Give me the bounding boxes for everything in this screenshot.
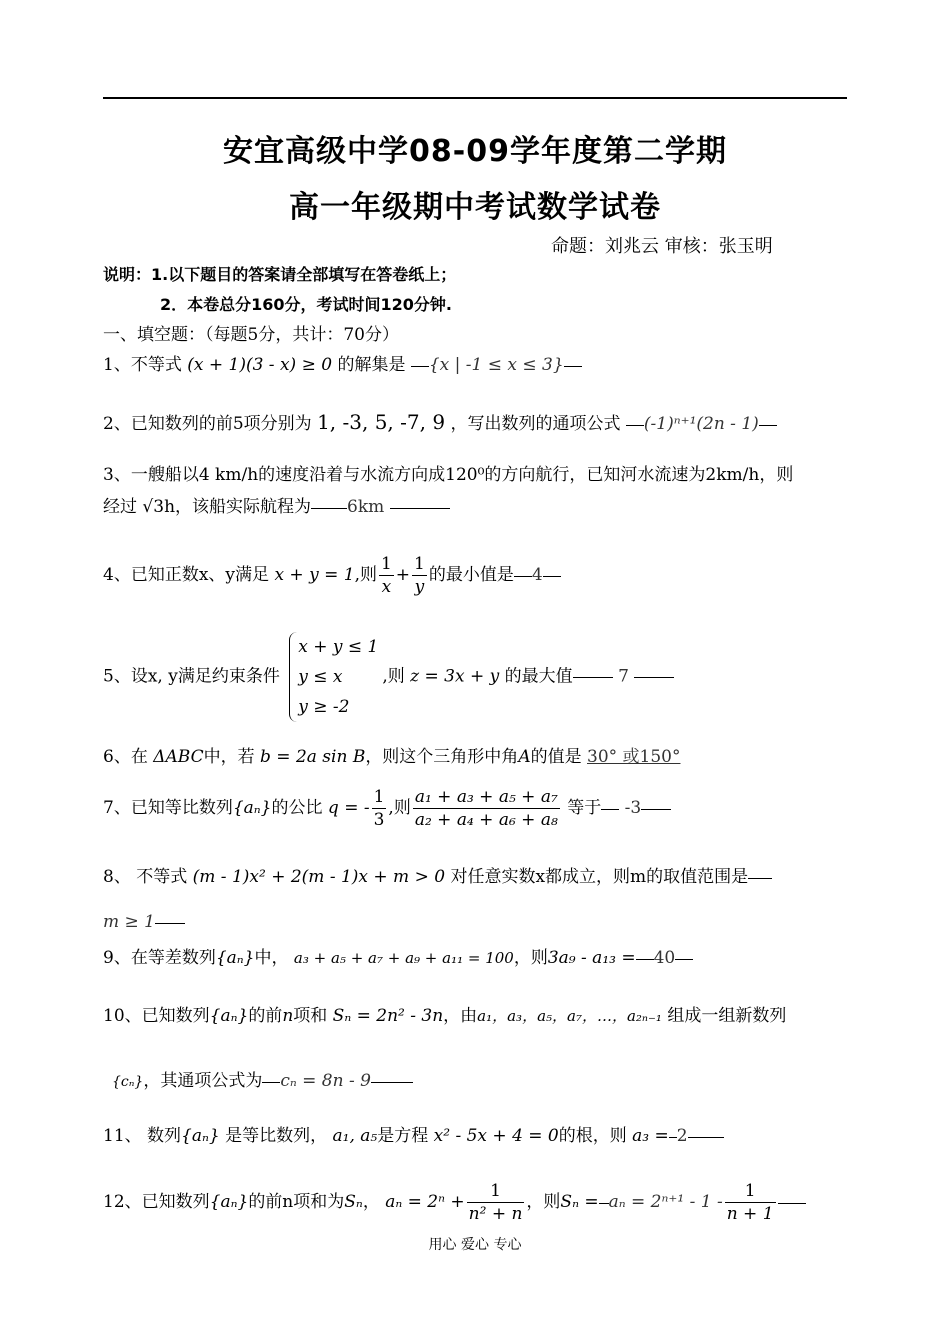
q4-fraction-2: $\frac{1}{y}$ — [414, 554, 425, 597]
q11-sequence: {aₙ} — [181, 1126, 220, 1146]
question-4 — [103, 553, 561, 598]
q11-blank-left — [669, 1136, 677, 1138]
top-rule — [103, 97, 847, 99]
q6-mid2: ，则这个三角形中角 — [365, 747, 519, 767]
question-8-answer-line — [103, 912, 185, 932]
q1-blank-left — [411, 365, 429, 367]
q6-number: 6、 — [103, 747, 131, 767]
q2-blank-left — [626, 424, 644, 426]
q10-post2: ，其通项公式为 — [143, 1071, 263, 1091]
q10-number: 10、 — [103, 1006, 142, 1026]
q6-expression-2: b = 2a sin B — [260, 747, 366, 767]
q12-mid2: ， — [362, 1192, 380, 1212]
q10-sequence: {aₙ} — [209, 1006, 249, 1026]
q8-answer: m ≥ 1 — [103, 912, 155, 932]
q12-expression: Sₙ — [344, 1192, 363, 1212]
question-5 — [103, 632, 674, 722]
q12-sequence: {aₙ} — [209, 1192, 249, 1212]
q11-blank-right — [688, 1136, 724, 1138]
q8-blank-top — [748, 877, 772, 879]
q11-number: 11、 — [103, 1126, 142, 1146]
q4-blank-right — [543, 575, 561, 577]
q4-pre: 已知正数x、y满足 — [130, 565, 270, 585]
q1-blank-right — [564, 365, 582, 367]
q2-expression: 1, -3, 5, -7, 9 — [317, 410, 446, 434]
question-10 — [103, 1001, 786, 1026]
q1-mid: 的解集是 — [337, 355, 406, 375]
q7-post: 等于 — [567, 798, 602, 818]
q3-line2-post: h，该船实际航程为 — [164, 497, 312, 517]
q5-constraint-3: y ≥ -2 — [298, 697, 350, 717]
q7-pre: 已知等比数列 — [130, 798, 233, 818]
question-11 — [103, 1121, 724, 1146]
q5-blank-left — [573, 676, 613, 678]
q3-line1: 一艘船以4 km/h的速度沿着与水流方向成120⁰的方向航行，已知河水流速为2km/h，则 — [130, 465, 794, 485]
q11-mid2: 是方程 — [377, 1126, 429, 1146]
q9-blank-left — [636, 958, 654, 960]
q7-ratio-fraction: $\frac{1}{3}$ — [373, 787, 385, 830]
q11-mid: 是等比数列， — [225, 1126, 328, 1146]
exam-title-line1: 安宜高级中学08-09学年度第二学期 — [223, 134, 727, 169]
q5-post: 的最大值 — [504, 666, 573, 687]
section-title: 一、填空题：（每题5分，共计：70分） — [103, 325, 399, 345]
q2-pre: 已知数列的前5项分别为 — [130, 414, 312, 434]
question-1 — [103, 350, 582, 375]
q8-post: 对任意实数x都成立，则m的取值范围是 — [450, 867, 749, 887]
q12-expression-3: Sₙ = — [560, 1192, 599, 1212]
q7-mid: 的公比 — [271, 798, 323, 818]
q1-answer: {x | -1 ≤ x ≤ 3} — [428, 355, 564, 375]
note-item-2: 2．本卷总分160分，考试时间120分钟. — [160, 295, 453, 314]
q9-pre: 在等差数列 — [130, 948, 216, 968]
q11-answer: 2 — [676, 1126, 688, 1146]
q10-mid2: 项和 — [293, 1006, 328, 1026]
q7-blank-left — [601, 808, 619, 810]
q6-mid1: 中，若 — [203, 747, 255, 767]
q9-answer: 40 — [653, 948, 676, 968]
q7-fraction: $\frac{\text{a₁ + a₃ + a₅ + a₇}}{\text{a₂ + a₄ + a₆ + a₈}}$ — [414, 787, 558, 830]
q11-expression: a₁, a₅ — [332, 1126, 378, 1146]
q10-sequence-2: {cₙ} — [112, 1074, 144, 1090]
q5-expression: z = 3x + y — [410, 666, 500, 687]
q5-answer: 7 — [618, 666, 629, 687]
q5-constraint-system — [289, 632, 378, 722]
q11-post: 的根，则 — [558, 1126, 627, 1146]
q5-number: 5、 — [103, 666, 131, 687]
page-footer: 用心 爱心 专心 — [428, 1237, 522, 1253]
q4-post: 的最小值是 — [428, 565, 514, 585]
q4-answer: 4 — [531, 565, 543, 585]
q10-n: n — [282, 1006, 294, 1026]
exam-authors: 命题：刘兆云 审核：张玉明 — [551, 236, 773, 257]
question-7 — [103, 786, 671, 831]
q11-pre: 数列 — [147, 1126, 182, 1146]
q10-post: 组成一组新数列 — [667, 1006, 787, 1026]
note-line-1 — [103, 262, 456, 285]
q6-expression-3: A — [518, 747, 531, 767]
question-8 — [103, 862, 772, 887]
q5-constraint-1: x + y ≤ 1 — [298, 637, 379, 657]
q4-mid: ,则 — [354, 565, 377, 585]
q6-post: 的值是 — [530, 747, 582, 767]
q8-pre: 不等式 — [136, 867, 188, 887]
q7-sequence: {aₙ} — [232, 798, 272, 818]
q9-blank-right — [675, 958, 693, 960]
q5-mid: ,则 — [382, 666, 405, 687]
q10-answer: cₙ = 8n - 9 — [280, 1071, 371, 1091]
q8-expression: (m - 1)x² + 2(m - 1)x + m > 0 — [192, 867, 446, 887]
q10-mid3: ，由 — [443, 1006, 478, 1026]
q12-fraction: $\frac{1}{\text{n² + n}}$ — [468, 1181, 523, 1224]
q12-pre: 已知数列 — [141, 1192, 210, 1212]
q8-blank-bottom — [155, 922, 185, 924]
exam-title-line2: 高一年级期中考试数学试卷 — [289, 190, 661, 225]
q2-answer: (-1)ⁿ⁺¹(2n - 1) — [643, 414, 759, 434]
q3-line2-pre: 经过 — [103, 497, 137, 517]
q6-answer: 30° 或150° — [587, 747, 681, 767]
q10-mid: 的前 — [248, 1006, 283, 1026]
q3-answer: 6km — [347, 497, 385, 517]
note-label: 说明： — [103, 265, 152, 284]
question-10-line-2 — [112, 1066, 413, 1091]
q7-ratio: q = - — [327, 798, 370, 818]
q6-expression-1: ΔABC — [153, 747, 204, 767]
q9-number: 9、 — [103, 948, 131, 968]
q12-answer-fraction: $\frac{1}{n + 1}$ — [726, 1181, 774, 1224]
q10-blank-right — [371, 1081, 413, 1083]
note-item-1: 1.以下题目的答案请全部填写在答卷纸上； — [151, 265, 457, 284]
q9-mid: 中， — [254, 948, 289, 968]
q9-sequence: {aₙ} — [215, 948, 255, 968]
q11-expression-2: x² - 5x + 4 = 0 — [433, 1126, 559, 1146]
q4-expression: x + y = 1 — [274, 565, 355, 585]
q9-expression: a₃ + a₅ + a₇ + a₉ + a₁₁ = 100 — [293, 949, 514, 967]
q12-blank-left — [599, 1202, 609, 1204]
q1-pre: 不等式 — [130, 355, 182, 375]
q12-post: ，则 — [526, 1192, 561, 1212]
q3-blank-left — [311, 507, 347, 509]
question-9 — [103, 943, 693, 968]
q3-expression: √3 — [142, 497, 165, 517]
q2-number: 2、 — [103, 414, 131, 434]
q7-answer: -3 — [624, 798, 642, 818]
q12-number: 12、 — [103, 1192, 142, 1212]
q2-blank-right — [759, 424, 777, 426]
q1-number: 1、 — [103, 355, 131, 375]
q12-mid: 的前n项和为 — [248, 1192, 345, 1212]
question-6 — [103, 742, 680, 767]
question-3-line-1 — [103, 460, 793, 485]
q7-mid2: ,则 — [388, 798, 411, 818]
q3-number: 3、 — [103, 465, 131, 485]
q4-blank-left — [514, 575, 532, 577]
q10-expression: Sₙ = 2n² - 3n — [332, 1006, 444, 1026]
q8-number: 8、 — [103, 867, 131, 887]
q4-fraction-1: $\frac{1}{x}$ — [380, 554, 392, 597]
question-2 — [103, 409, 777, 434]
q5-blank-right — [634, 676, 674, 678]
q9-mid2: ，则 — [513, 948, 548, 968]
q5-pre: 设x, y满足约束条件 — [130, 666, 280, 687]
q12-blank-right — [778, 1202, 806, 1204]
q7-number: 7、 — [103, 798, 131, 818]
q6-pre: 在 — [130, 747, 148, 767]
question-12 — [103, 1180, 806, 1225]
question-3-line-2 — [103, 492, 450, 517]
q7-blank-right — [641, 808, 671, 810]
q5-constraint-2: y ≤ x — [298, 667, 343, 687]
q10-terms: a₁，a₃，a₅，a₇，…，a₂ₙ₋₁ — [477, 1007, 662, 1025]
q10-pre: 已知数列 — [141, 1006, 210, 1026]
q4-plus: + — [395, 565, 411, 585]
q10-blank-left — [262, 1081, 280, 1083]
q3-blank-right — [390, 507, 450, 509]
q12-answer: aₙ = 2ⁿ⁺¹ - 1 - — [608, 1192, 723, 1212]
q4-number: 4、 — [103, 565, 131, 585]
q12-expression-2: aₙ = 2ⁿ + — [385, 1192, 465, 1212]
q11-expression-3: a₃ = — [632, 1126, 669, 1146]
q1-expression: (x + 1)(3 - x) ≥ 0 — [187, 355, 333, 375]
q2-mid: ，写出数列的通项公式 — [450, 414, 621, 434]
q9-expression-2: 3a₉ - a₁₃ = — [547, 948, 636, 968]
